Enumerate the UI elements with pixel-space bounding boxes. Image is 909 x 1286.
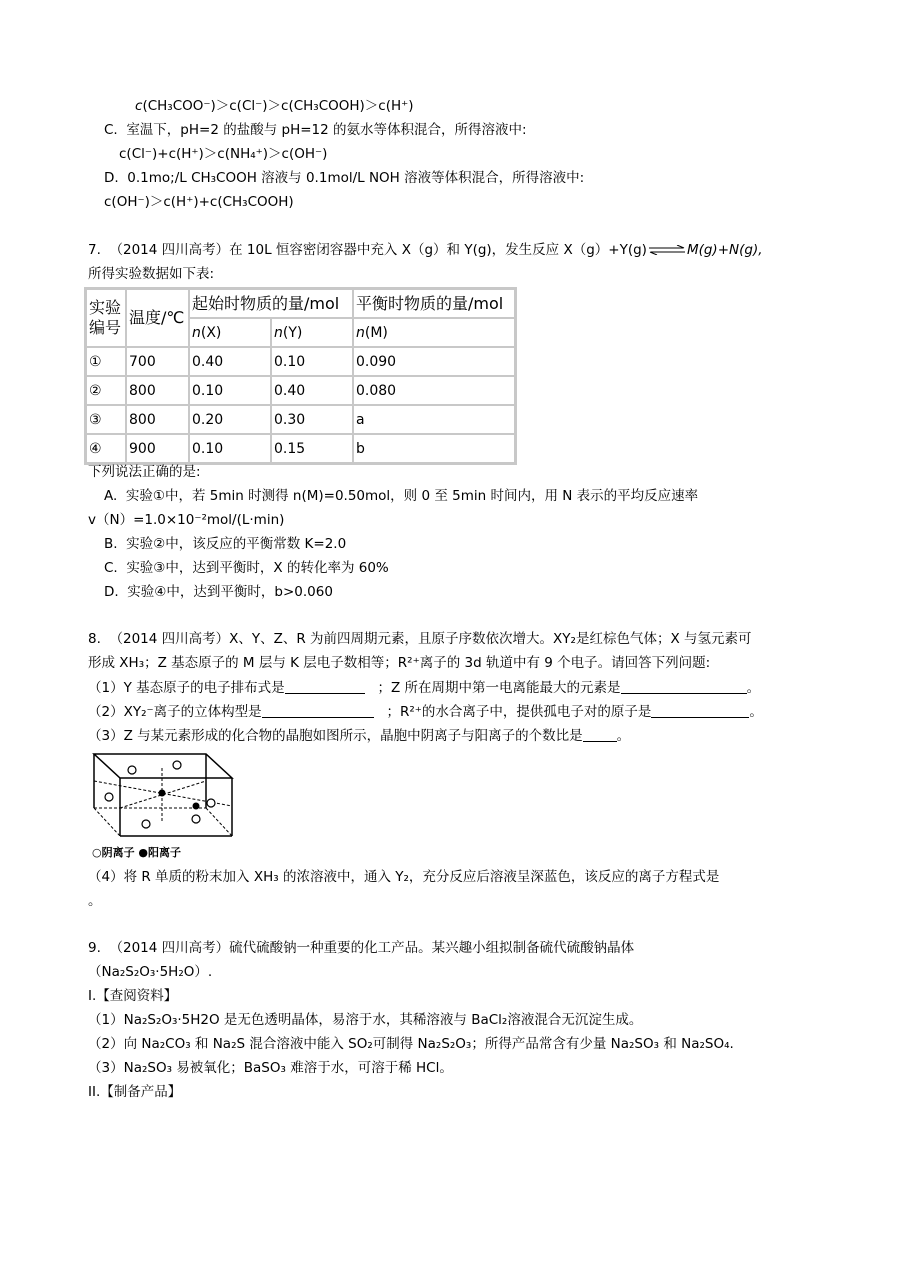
q7-option-c: C. 实验③中，达到平衡时，X 的转化率为 60%: [104, 560, 389, 576]
anion-dot: [192, 815, 200, 823]
q9-source: （2014 四川高考）: [109, 940, 230, 956]
q8-part3: （3）Z 与某元素形成的化合物的晶胞如图所示，晶胞中阴离子与阳离子的个数比是 。: [88, 728, 631, 744]
header-nm: n(M): [353, 318, 516, 347]
q6-option-c: C. 室温下，pH=2 的盐酸与 pH=12 的氨水等体积混合，所得溶液中:: [104, 122, 527, 138]
figure-legend: ○阴离子 ●阳离子: [92, 846, 182, 859]
q7-source: （2014 四川高考）: [109, 242, 230, 258]
q9-stem-line2: （Na₂S₂O₃·5H₂O）.: [88, 964, 213, 980]
q9-section-2: II.【制备产品】: [88, 1084, 182, 1100]
q8-part2: （2）XY₂⁻离子的立体构型是 ；R²⁺的水合离子中，提供孤电子对的原子是 。: [88, 704, 763, 720]
answer-blank[interactable]: [583, 729, 617, 742]
table-row: ③ 800 0.20 0.30 a: [86, 405, 516, 434]
experiment-data-table: [84, 287, 517, 465]
q9-stem: 9. （2014 四川高考）硫代硫酸钠一种重要的化工产品。某兴趣小组拟制备硫代硫酸钠晶体: [88, 940, 635, 956]
q6-option-d-line2: c(OH⁻)＞c(H⁺)+c(CH₃COOH): [104, 194, 294, 210]
q8-stem-line2: 形成 XH₃；Z 基态原子的 M 层与 K 层电子数相等；R²⁺离子的 3d 轨道中有 9 个电子。请回答下列问题:: [88, 655, 711, 671]
answer-blank[interactable]: [621, 681, 747, 694]
q7-stem: 7. （2014 四川高考）在 10L 恒容密闭容器中充入 X（g）和 Y(g)，发生反应 X（g）+Y(g) M(g)+N(g),: [88, 242, 763, 258]
q8-source: （2014 四川高考）: [109, 631, 230, 647]
equilibrium-arrow-icon: [647, 245, 687, 255]
anion-dot: [207, 799, 215, 807]
header-initial-amount: 起始时物质的量/mol: [189, 289, 353, 319]
header-nx: n(X): [189, 318, 271, 347]
q9-number: 9.: [88, 940, 101, 956]
q7-option-d: D. 实验④中，达到平衡时，b>0.060: [104, 584, 333, 600]
table-row: ④ 900 0.10 0.15 b: [86, 434, 516, 464]
q8-part4: （4）将 R 单质的粉末加入 XH₃ 的浓溶液中，通入 Y₂，充分反应后溶液呈深蓝色，该反应的离子方程式是: [88, 869, 720, 885]
anion-dot: [128, 766, 136, 774]
q9-section-1: I.【查阅资料】: [88, 988, 178, 1004]
q7-option-b: B. 实验②中，该反应的平衡常数 K=2.0: [104, 536, 347, 552]
table-row: ② 800 0.10 0.40 0.080: [86, 376, 516, 405]
q9-reference-3: （3）Na₂SO₃ 易被氧化；BaSO₃ 难溶于水，可溶于稀 HCl。: [88, 1060, 453, 1076]
table-row: ① 700 0.40 0.10 0.090: [86, 347, 516, 376]
q8-stem: 8. （2014 四川高考）X、Y、Z、R 为前四周期元素，且原子序数依次增大。XY₂是红棕色气体；X 与氢元素可: [88, 631, 752, 647]
cation-dot: [159, 790, 166, 797]
q7-number: 7.: [88, 242, 101, 258]
q9-reference-2: （2）向 Na₂CO₃ 和 Na₂S 混合溶液中能入 SO₂可制得 Na₂S₂O₃；所得产品常含有少量 Na₂SO₃ 和 Na₂SO₄.: [88, 1036, 734, 1052]
answer-blank[interactable]: [651, 705, 749, 718]
header-experiment-number: 实验 编号: [86, 289, 127, 348]
crystal-cell-figure: [84, 748, 244, 862]
answer-blank[interactable]: [285, 681, 365, 694]
q8-number: 8.: [88, 631, 101, 647]
q9-reference-1: （1）Na₂S₂O₃·5H2O 是无色透明晶体，易溶于水，其稀溶液与 BaCl₂溶液混合无沉淀生成。: [88, 1012, 643, 1028]
q7-stem-line2: 所得实验数据如下表:: [88, 266, 215, 282]
header-equilibrium-amount: 平衡时物质的量/mol: [353, 289, 516, 319]
q7-prompt: 下列说法正确的是:: [88, 464, 201, 480]
anion-dot: [173, 761, 181, 769]
q7-option-a: A. 实验①中，若 5min 时测得 n(M)=0.50mol，则 0 至 5min 时间内，用 N 表示的平均反应速率: [104, 488, 699, 504]
q8-part1: （1）Y 基态原子的电子排布式是 ；Z 所在周期中第一电离能最大的元素是 。: [88, 680, 761, 696]
q7-option-a-line2: v（N）=1.0×10⁻²mol/(L·min): [88, 512, 285, 528]
cation-dot: [193, 803, 200, 810]
header-temperature: 温度/℃: [126, 289, 189, 348]
anion-dot: [105, 793, 113, 801]
answer-blank[interactable]: [262, 705, 374, 718]
q8-part4-end: 。: [88, 893, 102, 909]
q6-option-c-line2: c(Cl⁻)+c(H⁺)＞c(NH₄⁺)＞c(OH⁻): [119, 146, 328, 162]
header-ny: n(Y): [271, 318, 353, 347]
q6-option-d: D. 0.1mo;/L CH₃COOH 溶液与 0.1mol/L NOH 溶液等体积混合，所得溶液中:: [104, 170, 585, 186]
anion-dot: [142, 820, 150, 828]
q6-option-b-line2: c(CH₃COO⁻)＞c(Cl⁻)＞c(CH₃COOH)＞c(H⁺): [135, 98, 414, 114]
